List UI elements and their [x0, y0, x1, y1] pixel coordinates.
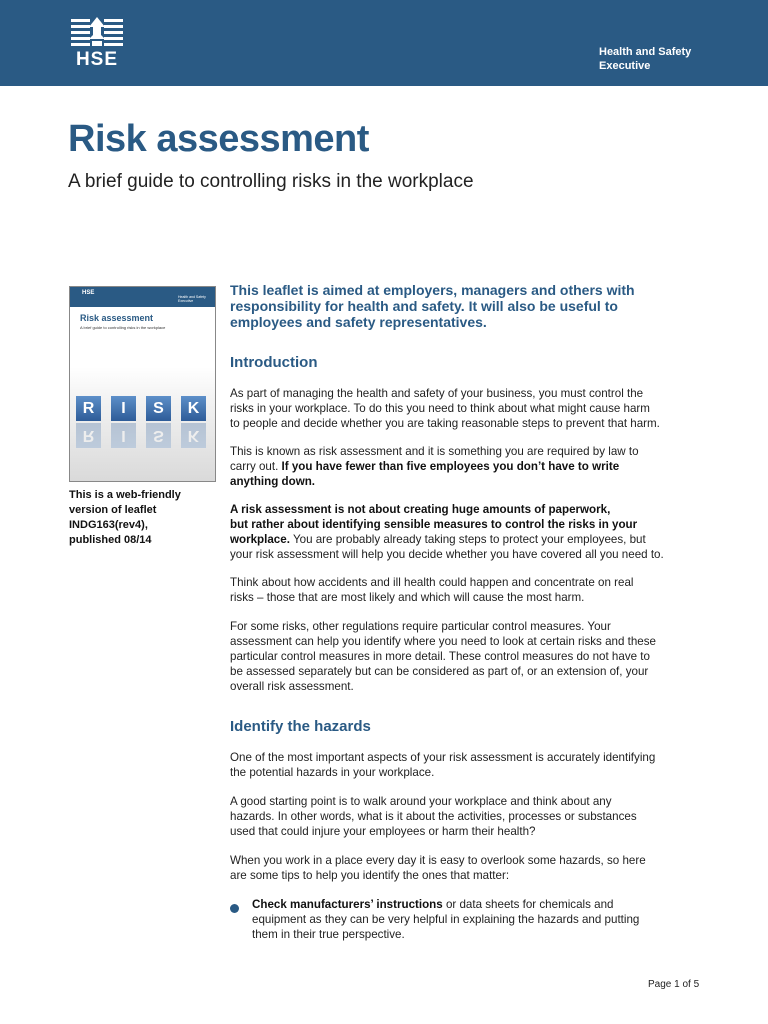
paragraph-text: You are probably already taking steps to protect your employees, but [289, 533, 646, 546]
paragraph-text: or data sheets for chemicals and [442, 898, 614, 911]
risk-block: I [111, 396, 136, 421]
risk-blocks-image [70, 367, 216, 482]
paragraph-line: be assessed separately but can be considered as part of, or an extension of, your [230, 665, 649, 678]
intro-paragraph-4 [230, 575, 700, 605]
paragraph-line: assessment can help you identify where you need to look at certain risks and these [230, 635, 656, 648]
intro-paragraph-3 [230, 502, 700, 562]
page-number: Page 1 of 5 [648, 979, 700, 990]
cover-org-line: Executive [178, 299, 194, 303]
cover-org-line: Health and Safety [178, 295, 206, 299]
header-band [0, 0, 768, 86]
risk-block-reflection: K [181, 423, 206, 448]
paragraph-bold-text: A risk assessment is not about creating huge amounts of paperwork, [230, 503, 611, 516]
paragraph-line: When you work in a place every day it is easy to overlook some hazards, so here [230, 854, 646, 867]
introduction-heading: Introduction [230, 354, 318, 371]
risk-block-reflection: I [111, 423, 136, 448]
paragraph-line: hazards. In other words, what is it about the activities, processes or substances [230, 810, 637, 823]
paragraph-line: are some tips to help you identify the ones that matter: [230, 869, 510, 882]
caption-line: This is a web-friendly [69, 489, 181, 501]
paragraph-line [230, 532, 700, 547]
organisation-name-line: Health and Safety [599, 46, 692, 58]
paragraph-line: One of the most important aspects of your risk assessment is accurately identifying [230, 751, 656, 764]
paragraph-bold-text: Check manufacturers’ instructions [252, 898, 443, 911]
paragraph-bold-text: workplace. [230, 533, 290, 546]
cover-subtitle: A brief guide to controlling risks in the workplace [80, 325, 166, 330]
caption-line: version of leaflet [69, 504, 157, 516]
document-title: Risk assessment [68, 118, 369, 160]
paragraph-line: equipment as they can be very helpful in explaining the hazards and putting [252, 913, 640, 926]
lead-paragraph [230, 282, 700, 330]
paragraph-line [230, 459, 700, 474]
hazards-paragraph-3 [230, 853, 700, 883]
hse-logo [68, 15, 126, 71]
lead-line: This leaflet is aimed at employers, managers and others with [230, 282, 635, 298]
paragraph-line: particular control measures in more detail. These control measures do not have to [230, 650, 650, 663]
document-subtitle: A brief guide to controlling risks in the workplace [68, 171, 474, 192]
paragraph-bold-text: If you have fewer than five employees you don’t have to write [281, 460, 620, 473]
intro-paragraph-1 [230, 386, 700, 431]
paragraph-line: This is known as risk assessment and it is something you are required by law to [230, 445, 639, 458]
risk-block: K [181, 396, 206, 421]
paragraph-line: Think about how accidents and ill health could happen and concentrate on real [230, 576, 634, 589]
paragraph-line: the potential hazards in your workplace. [230, 766, 435, 779]
paragraph-bold-text: but rather about identifying sensible measures to control the risks in your [230, 518, 638, 531]
organisation-name [599, 45, 729, 73]
paragraph-line: overall risk assessment. [230, 680, 354, 693]
risk-block: R [76, 396, 101, 421]
lead-line: employees and safety representatives. [230, 314, 487, 330]
caption-line: INDG163(rev4), [69, 519, 148, 531]
organisation-name-line: Executive [599, 60, 651, 72]
paragraph-line [230, 474, 700, 489]
hazards-paragraph-2 [230, 794, 700, 839]
paragraph-text: carry out. [230, 460, 282, 473]
web-version-caption [69, 488, 219, 548]
lead-line: responsibility for health and safety. It will also be useful to [230, 298, 618, 314]
paragraph-line: risks – those that are most likely and which will cause the most harm. [230, 591, 585, 604]
hazards-bullet-1 [252, 897, 692, 942]
cover-org-name [178, 295, 206, 303]
cover-header-band [70, 287, 216, 307]
cover-logo: HSE [82, 290, 95, 296]
paragraph-line [252, 897, 692, 912]
intro-paragraph-5 [230, 619, 700, 694]
paragraph-line: them in their true perspective. [252, 928, 405, 941]
paragraph-line: As part of managing the health and safety of your business, you must control the [230, 387, 644, 400]
risk-block: S [146, 396, 171, 421]
paragraph-line: risks in your workplace. To do this you need to think about what might cause harm [230, 402, 650, 415]
intro-paragraph-2 [230, 444, 700, 489]
hse-logo-text: HSE [75, 49, 119, 70]
paragraph-line [230, 517, 700, 532]
paragraph-line: A good starting point is to walk around your workplace and think about any [230, 795, 612, 808]
risk-block-reflection: R [76, 423, 101, 448]
hse-crest-icon [68, 15, 126, 51]
paragraph-bold-text: anything down. [230, 475, 316, 488]
bullet-dot-icon [230, 904, 239, 913]
paragraph-line: used that could injure your employees or harm their health? [230, 825, 536, 838]
risk-block-reflection: S [146, 423, 171, 448]
paragraph-line [230, 502, 700, 517]
paragraph-line: For some risks, other regulations require particular control measures. Your [230, 620, 611, 633]
cover-title: Risk assessment [80, 313, 154, 323]
hazards-paragraph-1 [230, 750, 700, 780]
hazards-heading: Identify the hazards [230, 718, 371, 735]
caption-line: published 08/14 [69, 534, 152, 546]
leaflet-cover-thumbnail [69, 286, 216, 482]
paragraph-line: to people and decide whether you are taking reasonable steps to prevent that harm. [230, 417, 660, 430]
paragraph-line: your risk assessment will help you decide whether you have covered all you need to. [230, 548, 664, 561]
